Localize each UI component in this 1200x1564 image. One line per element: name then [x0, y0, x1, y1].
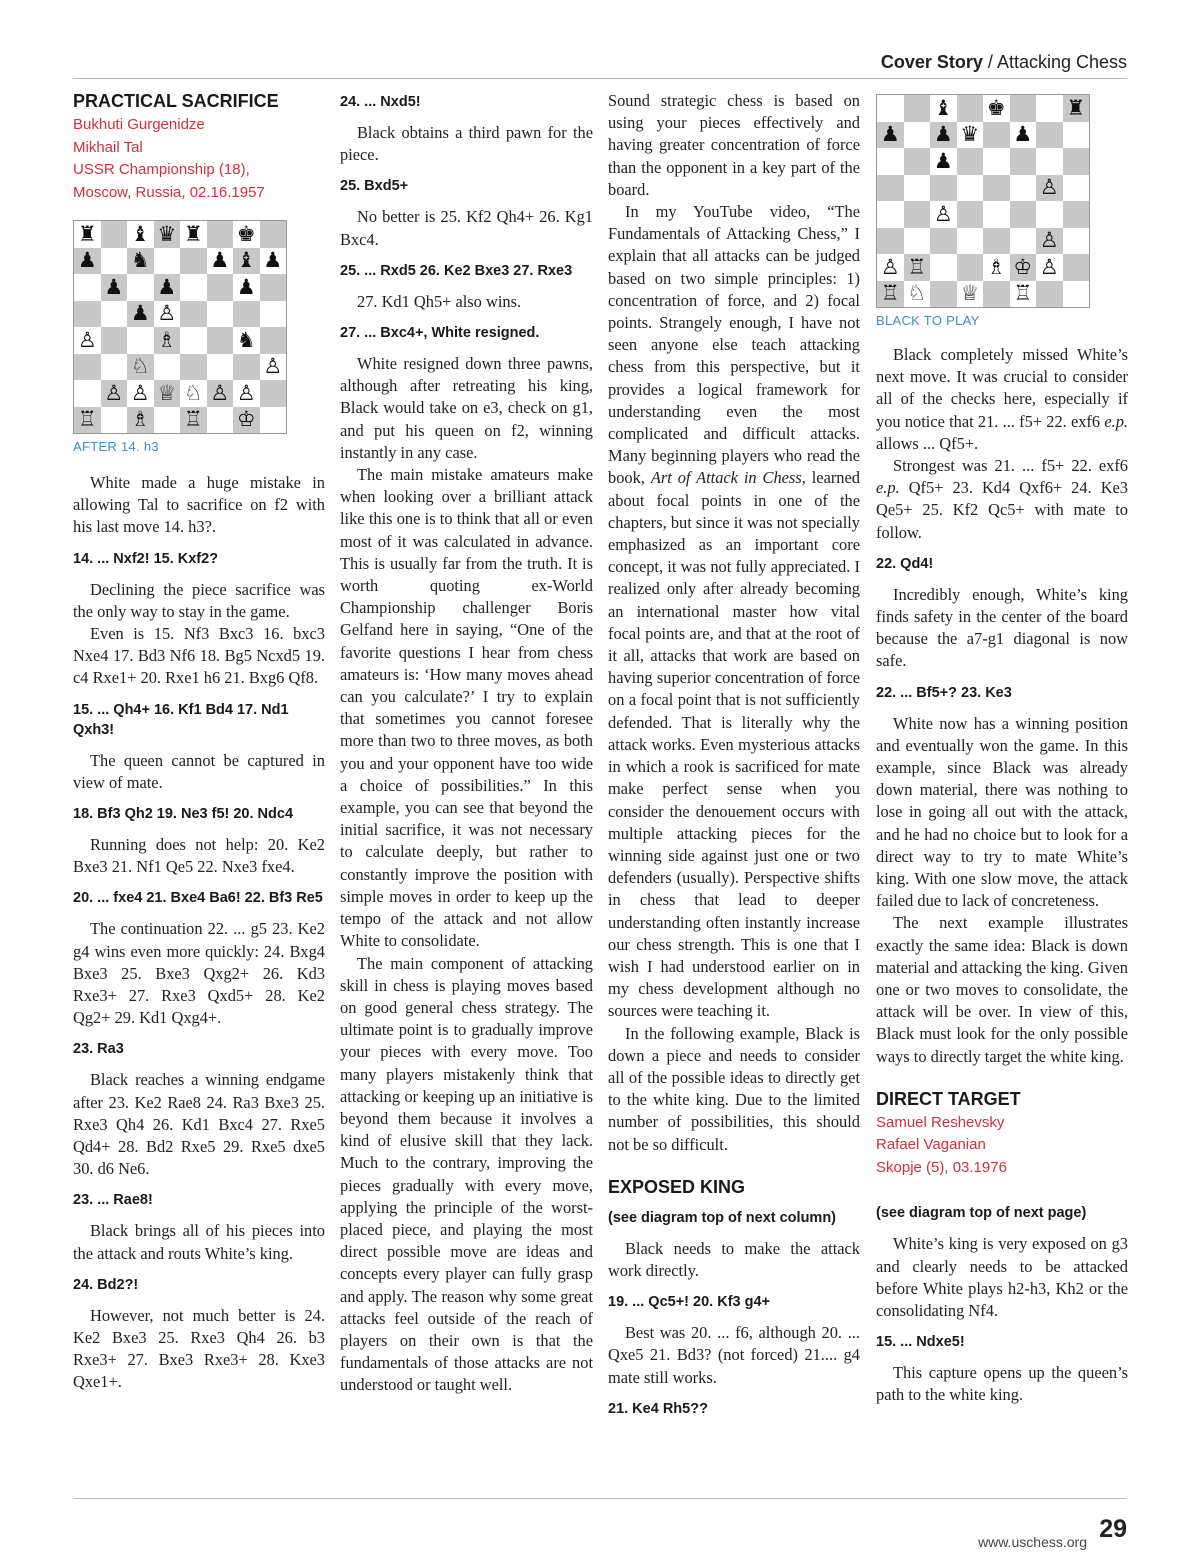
paragraph: Sound strategic chess is based on using your pieces effectively and having greater concentration of force than the opponent in a key part of the board.: [608, 91, 860, 199]
black-king-icon: ♚: [986, 95, 1006, 120]
board-square: [1010, 148, 1037, 175]
board-square: [260, 301, 287, 328]
board-square: [74, 248, 101, 275]
paragraph-text: Black completely missed White’s next move. It was crucial to consider all of the checks here, especially if you notice that 21. ... f5+ 22. exf6: [876, 345, 1128, 431]
en-passant: e.p.: [876, 478, 900, 498]
section-title-direct-target: DIRECT TARGET: [876, 1088, 1021, 1109]
black-king-icon: ♚: [236, 221, 256, 246]
board-square: [1010, 281, 1037, 308]
board-square: [877, 254, 904, 281]
board-square: [957, 201, 984, 228]
white-pawn-icon: ♙: [236, 380, 256, 405]
paragraph: Black needs to make the attack work directly.: [608, 1238, 860, 1280]
board-square: [1063, 254, 1090, 281]
black-bishop-icon: ♝: [933, 95, 953, 120]
board-square: [930, 148, 957, 175]
paragraph: Black brings all of his pieces into the attack and routs White’s king.: [73, 1221, 325, 1263]
paragraph: Running does not help: 20. Ke2 Bxe3 21. Nf1 Qe5 22. Nxe3 fxe4.: [73, 835, 325, 877]
board-square: [877, 281, 904, 308]
section-title-practical-sacrifice: PRACTICAL SACRIFICE: [73, 91, 279, 111]
board-square: [1036, 281, 1063, 308]
board-square: [983, 148, 1010, 175]
page-number: 29: [1099, 1515, 1127, 1543]
board-square: [957, 95, 984, 122]
move-heading: 25. Bxd5+: [340, 178, 409, 195]
move-heading: 22. ... Bf5+? 23. Ke3: [876, 684, 1012, 701]
diagram-caption-1: AFTER 14. h3: [73, 439, 159, 454]
board-square: [957, 254, 984, 281]
board-square: [207, 301, 234, 328]
board-square: [877, 228, 904, 255]
board-square: [260, 380, 287, 407]
board-square: [1063, 228, 1090, 255]
move-heading: 24. Bd2?!: [73, 1276, 139, 1293]
move-heading: 19. ... Qc5+! 20. Kf3 g4+: [608, 1294, 770, 1311]
board-square: [207, 248, 234, 275]
board-square: [180, 221, 207, 248]
board-square: [904, 175, 931, 202]
white-pawn-icon: ♙: [210, 380, 230, 405]
paragraph-text: allows ... Qf5+.: [876, 433, 979, 453]
paragraph: The continuation 22. ... g5 23. Ke2 g4 wins even more quickly: 24. Bxg4 Bxe3 25. Bxe3 Qxg2+ 26. Kd3 Rxe3+ 27. Rxe3 Qxd5+ 28. Ke2 Qg2+ 29. Kd1 Qxg4+.: [73, 919, 325, 1028]
board-square: [1036, 201, 1063, 228]
paragraph-text: In my YouTube video, “The Fundamentals of Attacking Chess,” I explain that all attacks can be judged based on two simple principles: 1) concentration of force, and 2) focal points. Strangely enough, I have not seen anyone else teach attacking chess from this perspective, but it provides a logical framework for understanding even the most complicated and difficult attacks. Many beginning players who read the book,: [608, 202, 860, 488]
white-pawn-icon: ♙: [1039, 228, 1059, 253]
chess-diagram-2: [876, 94, 1090, 308]
board-square: [127, 407, 154, 434]
board-square: [983, 175, 1010, 202]
board-square: [957, 228, 984, 255]
black-rook-icon: ♜: [1066, 95, 1086, 120]
paragraph-text: , learned about focal points in one of the chapters, but since it was not specially emphasized as an important core concept, it was not fully appreciated. I realized only after already becoming an international master how vital focal points are, and that at the root of it all, attacks that work are based on having superior concentration of force on a focal point that is not sufficiently defended. That is literally why the attack works. Even mysterious attacks in which a rook is sacrificed for mate make perfect sense when you consider the denouement occurs with multiple attacking pieces for the winning side against just one or two defenders (usually). Perspective shifts in chess that lead to deeper understanding often instantly increase our chess strength. This is one that I wish I had understood earlier on in my chess development although no sources were teaching it.: [608, 468, 860, 1021]
white-pawn-icon: ♙: [880, 254, 900, 279]
white-pawn-icon: ♙: [104, 380, 124, 405]
board-square: [154, 407, 181, 434]
board-square: [101, 407, 128, 434]
board-square: [904, 95, 931, 122]
board-square: [930, 122, 957, 149]
paragraph: White’s king is very exposed on g3 and clearly needs to be attacked before White plays h2-h3, Kh2 or the consolidating Nf4.: [876, 1234, 1128, 1320]
board-square: [1036, 95, 1063, 122]
board-square: [1010, 254, 1037, 281]
black-pawn-icon: ♟: [77, 248, 97, 273]
black-pawn-icon: ♟: [1013, 122, 1033, 147]
board-square: [1036, 148, 1063, 175]
paragraph: Best was 20. ... f6, although 20. ... Qxe5 21. Bd3? (not forced) 21.... g4 mate still works.: [608, 1323, 860, 1387]
board-square: [74, 380, 101, 407]
board-square: [180, 248, 207, 275]
board-square: [1036, 122, 1063, 149]
black-pawn-icon: ♟: [157, 274, 177, 299]
paragraph: The main component of attacking skill in chess is playing moves based on good general chess strategy. The ultimate point is to gradually improve your pieces with every move. Too many players mistakenly think that attacking or keeping up an initiative is beyond them because it involves a kind of elusive skill that they lack. Much to the contrary, improving the pieces gradually with every move, applying the principle of the worst-placed piece, and playing the most direct possible move are ideas and concepts every player can fully grasp and apply. The reason why some great attacks feel outside of the reach of players on their own is that the fundamentals of those attacks are not understood or taught well.: [340, 953, 593, 1395]
paragraph: White resigned down three pawns, although after retreating his king, Black would take on e3, check on g1, and put his queen on f2, winning instantly in any case.: [340, 354, 593, 462]
board-square: [1036, 254, 1063, 281]
board-square: [260, 354, 287, 381]
board-square: [101, 248, 128, 275]
move-heading: 14. ... Nxf2! 15. Kxf2?: [73, 550, 219, 567]
en-passant: e.p.: [1104, 411, 1128, 431]
board-square: [260, 407, 287, 434]
header-section: Cover Story: [880, 52, 983, 72]
black-knight-icon: ♞: [130, 248, 150, 273]
board-square: [74, 301, 101, 328]
board-square: [233, 380, 260, 407]
paragraph: [608, 201, 860, 1023]
move-heading: 22. Qd4!: [876, 555, 934, 572]
white-pawn-icon: ♙: [1039, 254, 1059, 279]
board-square: [260, 221, 287, 248]
game-location-date: Moscow, Russia, 02.16.1957: [73, 183, 265, 201]
board-square: [957, 175, 984, 202]
board-square: [904, 201, 931, 228]
move-heading: 24. ... Nxd5!: [340, 94, 421, 110]
white-rook-icon: ♖: [880, 281, 900, 306]
board-square: [154, 380, 181, 407]
move-heading: 20. ... fxe4 21. Bxe4 Ba6! 22. Bf3 Re5: [73, 890, 323, 907]
paragraph: 27. Kd1 Qh5+ also wins.: [357, 291, 522, 311]
move-heading: 27. ... Bxc4+, White resigned.: [340, 325, 540, 342]
board-square: [127, 274, 154, 301]
board-square: [877, 148, 904, 175]
black-rook-icon: ♜: [183, 221, 203, 246]
board-square: [127, 221, 154, 248]
move-heading: 18. Bf3 Qh2 19. Ne3 f5! 20. Ndc4: [73, 806, 294, 823]
paragraph: Even is 15. Nf3 Bxc3 16. bxc3 Nxe4 17. Bd3 Nf6 18. Bg5 Ncxd5 19. c4 Rxe1+ 20. Rxe1 h6 21. Bxg6 Qf8.: [73, 624, 325, 688]
board-square: [207, 327, 234, 354]
board-square: [1010, 175, 1037, 202]
board-square: [74, 274, 101, 301]
move-heading: 21. Ke4 Rh5??: [608, 1400, 708, 1417]
column-2: [340, 90, 593, 1397]
board-square: [1010, 228, 1037, 255]
black-pawn-icon: ♟: [263, 248, 283, 273]
white-bishop-icon: ♗: [130, 407, 150, 432]
board-square: [260, 274, 287, 301]
diagram-reference: (see diagram top of next column): [608, 1209, 836, 1226]
board-square: [101, 221, 128, 248]
board-square: [1063, 175, 1090, 202]
white-king-icon: ♔: [236, 407, 256, 432]
chess-diagram-1: [73, 220, 287, 434]
diagram-reference: (see diagram top of next page): [876, 1205, 1087, 1222]
black-pawn-icon: ♟: [933, 122, 953, 147]
board-square: [127, 248, 154, 275]
footer-url: www.uschess.org: [978, 1534, 1087, 1550]
board-square: [957, 122, 984, 149]
white-pawn-icon: ♙: [933, 201, 953, 226]
board-square: [180, 354, 207, 381]
white-rook-icon: ♖: [183, 407, 203, 432]
white-queen-icon: ♕: [960, 281, 980, 306]
black-bishop-icon: ♝: [130, 221, 150, 246]
white-bishop-icon: ♗: [157, 327, 177, 352]
move-heading: 15. ... Ndxe5!: [876, 1334, 965, 1351]
move-heading: 25. ... Rxd5 26. Ke2 Bxe3 27. Rxe3: [340, 262, 573, 279]
column-3: [608, 90, 860, 1429]
white-knight-icon: ♘: [907, 281, 927, 306]
board-square: [127, 354, 154, 381]
black-pawn-icon: ♟: [130, 301, 150, 326]
white-bishop-icon: ♗: [986, 254, 1006, 279]
board-square: [260, 327, 287, 354]
board-square: [127, 380, 154, 407]
board-square: [207, 407, 234, 434]
section-title-exposed-king: EXPOSED KING: [608, 1176, 746, 1197]
board-square: [101, 301, 128, 328]
board-square: [904, 254, 931, 281]
black-pawn-icon: ♟: [236, 274, 256, 299]
white-pawn-icon: ♙: [130, 380, 150, 405]
paragraph: Declining the piece sacrifice was the only way to stay in the game.: [73, 579, 325, 621]
white-king-icon: ♔: [1013, 254, 1033, 279]
board-square: [930, 281, 957, 308]
board-square: [154, 248, 181, 275]
board-square: [983, 281, 1010, 308]
white-pawn-icon: ♙: [157, 301, 177, 326]
board-square: [127, 301, 154, 328]
board-square: [877, 95, 904, 122]
book-title: Art of Attack in Chess: [650, 468, 802, 488]
board-square: [154, 274, 181, 301]
board-square: [957, 148, 984, 175]
board-square: [877, 201, 904, 228]
column-4: [876, 90, 1128, 1407]
board-square: [74, 327, 101, 354]
white-pawn-icon: ♙: [77, 327, 97, 352]
board-square: [877, 122, 904, 149]
board-square: [233, 248, 260, 275]
board-square: [930, 228, 957, 255]
paragraph: [876, 344, 1128, 455]
game-event-date: Skopje (5), 03.1976: [876, 1158, 1007, 1176]
black-queen-icon: ♛: [960, 122, 980, 147]
paragraph: The next example illustrates exactly the same idea: Black is down material and attacking the king. Given one or two moves to consolidate, the attack will be over. In view of this, Black must look for the only possible ways to directly target the white king.: [876, 913, 1128, 1066]
board-square: [207, 221, 234, 248]
move-heading: 23. Ra3: [73, 1041, 124, 1058]
white-queen-icon: ♕: [157, 380, 177, 405]
board-square: [957, 281, 984, 308]
paragraph: [876, 455, 1128, 544]
paragraph: In the following example, Black is down a piece and needs to consider all of the possible ideas to directly get to the white king. Due to the limited number of possibilities, this should not be so difficult.: [608, 1023, 860, 1154]
paragraph: Incredibly enough, White’s king finds safety in the center of the board because the a7-g1 diagonal is now safe.: [876, 584, 1128, 671]
board-square: [207, 274, 234, 301]
paragraph: White now has a winning position and eventually won the game. In this example, since Black was already down material, there was nothing to lose in going all out with the attack, and he had no choice but to look for a direct way to try to mate White’s king. With one slow move, the attack failed due to lack of concreteness.: [876, 713, 1128, 911]
board-square: [1063, 122, 1090, 149]
white-rook-icon: ♖: [1013, 281, 1033, 306]
board-square: [127, 327, 154, 354]
board-square: [1010, 122, 1037, 149]
black-bishop-icon: ♝: [236, 248, 256, 273]
white-knight-icon: ♘: [183, 380, 203, 405]
board-square: [233, 274, 260, 301]
paragraph-text: Strongest was 21. ... f5+ 22. exf6: [893, 456, 1128, 476]
header-divider: [73, 78, 1127, 79]
board-square: [233, 354, 260, 381]
paragraph: The main mistake amateurs make when looking over a brilliant attack like this one is to think that all or even most of it was calculated in advance. This is usually far from the truth. It is worth quoting ex-World Championship challenger Boris Gelfand here in saying, “One of the favorite questions I hear from chess amateurs is: ‘How many moves ahead can you calculate?’ I try to explain that sometimes you cannot foresee more than two to three moves, as both you and your opponent have too wide a choice of possibilities.” In this example, you can see that beyond the initial sacrifice, it was not necessary to calculate deeply, but rather to constantly improve the position with simple moves in order to keep up the tempo of the attack and not allow White to consolidate.: [340, 465, 593, 951]
board-square: [1010, 95, 1037, 122]
board-square: [154, 221, 181, 248]
paragraph-text: Qf5+ 23. Kd4 Qxf6+ 24. Ke3 Qe5+ 25. Kf2 Qc5+ with mate to follow.: [876, 478, 1128, 542]
board-square: [180, 380, 207, 407]
board-square: [233, 301, 260, 328]
black-queen-icon: ♛: [157, 221, 177, 246]
board-square: [1036, 175, 1063, 202]
paragraph: However, not much better is 24. Ke2 Bxe3 25. Rxe3 Qh4 26. b3 Rxe3+ 27. Bxe3 Rxe3+ 28. Kxe3 Qxe1+.: [73, 1305, 325, 1392]
header-topic: Attacking Chess: [996, 52, 1127, 72]
board-square: [930, 175, 957, 202]
game-black-player: Mikhail Tal: [73, 138, 143, 156]
board-square: [207, 380, 234, 407]
board-square: [877, 175, 904, 202]
board-square: [1063, 281, 1090, 308]
board-square: [180, 274, 207, 301]
board-square: [983, 201, 1010, 228]
board-square: [207, 354, 234, 381]
board-square: [180, 301, 207, 328]
board-square: [904, 122, 931, 149]
board-square: [233, 327, 260, 354]
board-square: [930, 95, 957, 122]
board-square: [101, 327, 128, 354]
board-square: [904, 281, 931, 308]
column-1: [73, 90, 325, 1394]
white-rook-icon: ♖: [907, 254, 927, 279]
paragraph: The queen cannot be captured in view of mate.: [73, 750, 325, 792]
board-square: [101, 274, 128, 301]
board-square: [983, 254, 1010, 281]
game-black-player: Rafael Vaganian: [876, 1136, 986, 1154]
paragraph: Black obtains a third pawn for the piece.: [340, 123, 593, 165]
move-heading: 15. ... Qh4+ 16. Kf1 Bd4 17. Nd1 Qxh3!: [73, 701, 289, 738]
black-pawn-icon: ♟: [933, 148, 953, 173]
board-square: [1063, 201, 1090, 228]
paragraph: White made a huge mistake in allowing Tal to sacrifice on f2 with his last move 14. h3?.: [73, 473, 325, 537]
board-square: [180, 327, 207, 354]
board-square: [983, 122, 1010, 149]
white-knight-icon: ♘: [130, 354, 150, 379]
white-rook-icon: ♖: [77, 407, 97, 432]
header-separator: /: [982, 52, 997, 72]
white-pawn-icon: ♙: [263, 354, 283, 379]
running-header: [881, 52, 1127, 73]
board-square: [74, 407, 101, 434]
paragraph: This capture opens up the queen’s path to the white king.: [876, 1363, 1128, 1405]
board-square: [904, 228, 931, 255]
board-square: [154, 354, 181, 381]
move-heading: 23. ... Rae8!: [73, 1192, 153, 1209]
diagram-caption-2: BLACK TO PLAY: [876, 313, 980, 328]
board-square: [1010, 201, 1037, 228]
board-square: [1036, 228, 1063, 255]
white-pawn-icon: ♙: [1039, 175, 1059, 200]
footer-divider: [73, 1498, 1127, 1499]
board-square: [101, 354, 128, 381]
board-square: [983, 95, 1010, 122]
board-square: [101, 380, 128, 407]
board-square: [74, 354, 101, 381]
black-pawn-icon: ♟: [880, 122, 900, 147]
board-square: [233, 407, 260, 434]
black-pawn-icon: ♟: [210, 248, 230, 273]
black-knight-icon: ♞: [236, 327, 256, 352]
game-white-player: Samuel Reshevsky: [876, 1113, 1005, 1131]
board-square: [260, 248, 287, 275]
board-square: [1063, 148, 1090, 175]
paragraph: Black reaches a winning endgame after 23. Ke2 Rae8 24. Ra3 Bxe3 25. Rxe3 Qh4 26. Kd1 Bxc4 27. Rxe5 Qd4+ 28. Bd2 Rxe5 29. Rxe5 dxe5 30. d6 Ne6.: [73, 1070, 325, 1179]
board-square: [930, 201, 957, 228]
black-pawn-icon: ♟: [104, 274, 124, 299]
game-white-player: Bukhuti Gurgenidze: [73, 116, 205, 133]
board-square: [154, 327, 181, 354]
board-square: [1063, 95, 1090, 122]
board-square: [233, 221, 260, 248]
paragraph: No better is 25. Kf2 Qh4+ 26. Kg1 Bxc4.: [340, 207, 593, 249]
board-square: [74, 221, 101, 248]
board-square: [930, 254, 957, 281]
board-square: [904, 148, 931, 175]
board-square: [154, 301, 181, 328]
board-square: [180, 407, 207, 434]
game-event: USSR Championship (18),: [73, 161, 250, 178]
board-square: [983, 228, 1010, 255]
black-rook-icon: ♜: [77, 221, 97, 246]
